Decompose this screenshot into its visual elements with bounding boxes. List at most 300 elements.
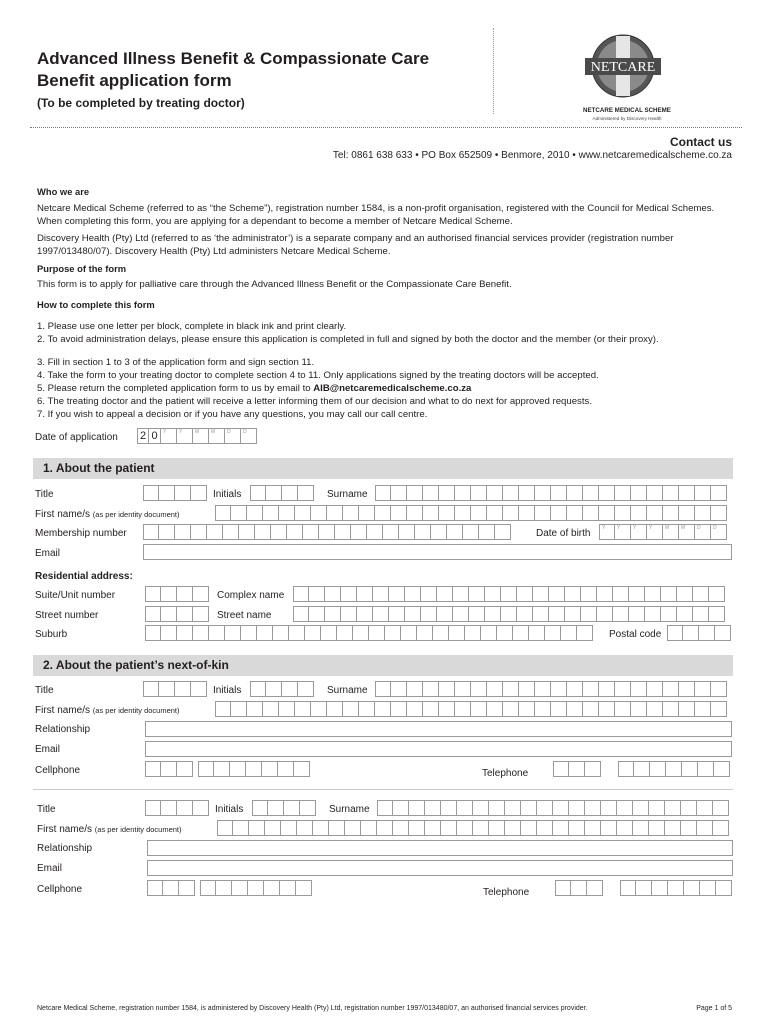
input-box[interactable]: [385, 625, 401, 641]
s2b-cellphone-code-boxes[interactable]: [147, 880, 195, 896]
input-box[interactable]: [485, 586, 501, 602]
input-box[interactable]: [663, 701, 679, 717]
input-box[interactable]: [679, 485, 695, 501]
input-box[interactable]: [505, 820, 521, 836]
input-box[interactable]: [250, 485, 266, 501]
input-box[interactable]: [666, 761, 682, 777]
s2a-title-boxes[interactable]: [143, 681, 207, 697]
input-box[interactable]: [663, 524, 679, 540]
input-box[interactable]: [375, 505, 391, 521]
input-box[interactable]: [161, 761, 177, 777]
input-box[interactable]: [549, 586, 565, 602]
date-box[interactable]: [177, 428, 193, 444]
input-box[interactable]: [353, 625, 369, 641]
input-box[interactable]: [263, 701, 279, 717]
input-box[interactable]: [250, 681, 266, 697]
input-box[interactable]: [699, 625, 715, 641]
input-box[interactable]: [357, 586, 373, 602]
input-box[interactable]: [695, 701, 711, 717]
input-box[interactable]: [282, 681, 298, 697]
input-box[interactable]: [569, 761, 585, 777]
input-box[interactable]: [145, 800, 161, 816]
input-box[interactable]: [311, 701, 327, 717]
s1-title-boxes[interactable]: [143, 485, 207, 501]
input-box[interactable]: [661, 586, 677, 602]
date-box[interactable]: [193, 428, 209, 444]
input-box[interactable]: [519, 681, 535, 697]
input-box[interactable]: [615, 681, 631, 697]
input-box[interactable]: [293, 606, 309, 622]
input-box[interactable]: [409, 800, 425, 816]
input-box[interactable]: [159, 524, 175, 540]
input-box[interactable]: [455, 505, 471, 521]
input-box[interactable]: [489, 820, 505, 836]
input-box[interactable]: [161, 586, 177, 602]
input-box[interactable]: [561, 625, 577, 641]
input-box[interactable]: [255, 524, 271, 540]
input-box[interactable]: [163, 880, 179, 896]
input-box[interactable]: [711, 524, 727, 540]
input-box[interactable]: [177, 761, 193, 777]
input-box[interactable]: [567, 485, 583, 501]
input-box[interactable]: [391, 681, 407, 697]
input-box[interactable]: [325, 606, 341, 622]
input-box[interactable]: [537, 820, 553, 836]
input-box[interactable]: [393, 820, 409, 836]
input-box[interactable]: [375, 485, 391, 501]
input-box[interactable]: [535, 681, 551, 697]
input-box[interactable]: [585, 800, 601, 816]
input-box[interactable]: [383, 524, 399, 540]
input-box[interactable]: [695, 485, 711, 501]
s1-postal-boxes[interactable]: [667, 625, 731, 641]
input-box[interactable]: [647, 524, 663, 540]
s2b-telephone-code-boxes[interactable]: [555, 880, 603, 896]
input-box[interactable]: [599, 701, 615, 717]
input-box[interactable]: [449, 625, 465, 641]
input-box[interactable]: [697, 800, 713, 816]
input-box[interactable]: [457, 800, 473, 816]
input-box[interactable]: [665, 820, 681, 836]
input-box[interactable]: [517, 586, 533, 602]
input-box[interactable]: [668, 880, 684, 896]
input-box[interactable]: [555, 880, 571, 896]
input-box[interactable]: [193, 586, 209, 602]
input-box[interactable]: [264, 880, 280, 896]
input-box[interactable]: [711, 681, 727, 697]
input-box[interactable]: [147, 880, 163, 896]
input-box[interactable]: [249, 820, 265, 836]
input-box[interactable]: [361, 820, 377, 836]
input-box[interactable]: [216, 880, 232, 896]
input-box[interactable]: [471, 701, 487, 717]
input-box[interactable]: [327, 701, 343, 717]
input-box[interactable]: [377, 800, 393, 816]
input-box[interactable]: [143, 681, 159, 697]
input-box[interactable]: [677, 606, 693, 622]
input-box[interactable]: [553, 761, 569, 777]
input-box[interactable]: [303, 524, 319, 540]
s1-complex-boxes[interactable]: [293, 586, 725, 602]
input-box[interactable]: [437, 586, 453, 602]
input-box[interactable]: [716, 880, 732, 896]
input-box[interactable]: [615, 505, 631, 521]
input-box[interactable]: [284, 800, 300, 816]
input-box[interactable]: [335, 524, 351, 540]
input-box[interactable]: [266, 485, 282, 501]
input-box[interactable]: [571, 880, 587, 896]
input-box[interactable]: [455, 681, 471, 697]
input-box[interactable]: [441, 800, 457, 816]
input-box[interactable]: [677, 586, 693, 602]
input-box[interactable]: [453, 606, 469, 622]
date-box[interactable]: [161, 428, 177, 444]
input-box[interactable]: [473, 820, 489, 836]
input-box[interactable]: [583, 505, 599, 521]
input-box[interactable]: [585, 820, 601, 836]
input-box[interactable]: [631, 524, 647, 540]
input-box[interactable]: [214, 761, 230, 777]
input-box[interactable]: [161, 625, 177, 641]
input-box[interactable]: [161, 800, 177, 816]
input-box[interactable]: [661, 606, 677, 622]
input-box[interactable]: [207, 524, 223, 540]
input-box[interactable]: [667, 625, 683, 641]
input-box[interactable]: [645, 586, 661, 602]
input-box[interactable]: [585, 761, 601, 777]
input-box[interactable]: [553, 820, 569, 836]
input-box[interactable]: [423, 485, 439, 501]
input-box[interactable]: [295, 701, 311, 717]
input-box[interactable]: [345, 820, 361, 836]
input-box[interactable]: [247, 701, 263, 717]
input-box[interactable]: [391, 701, 407, 717]
input-box[interactable]: [311, 505, 327, 521]
aib-email-link[interactable]: AIB@netcaremedicalscheme.co.za: [313, 383, 472, 394]
input-box[interactable]: [489, 800, 505, 816]
input-box[interactable]: [407, 505, 423, 521]
input-box[interactable]: [278, 761, 294, 777]
input-box[interactable]: [645, 606, 661, 622]
input-box[interactable]: [145, 761, 161, 777]
input-box[interactable]: [279, 701, 295, 717]
input-box[interactable]: [713, 820, 729, 836]
input-box[interactable]: [247, 505, 263, 521]
input-box[interactable]: [587, 880, 603, 896]
input-box[interactable]: [495, 524, 511, 540]
input-box[interactable]: [599, 485, 615, 501]
input-box[interactable]: [617, 820, 633, 836]
input-box[interactable]: [601, 820, 617, 836]
input-box[interactable]: [266, 681, 282, 697]
input-box[interactable]: [271, 524, 287, 540]
s1-street-number-boxes[interactable]: [145, 606, 209, 622]
input-box[interactable]: [577, 625, 593, 641]
input-box[interactable]: [391, 485, 407, 501]
input-box[interactable]: [425, 820, 441, 836]
input-box[interactable]: [497, 625, 513, 641]
input-box[interactable]: [375, 701, 391, 717]
input-box[interactable]: [423, 505, 439, 521]
input-box[interactable]: [533, 586, 549, 602]
input-box[interactable]: [359, 701, 375, 717]
input-box[interactable]: [569, 820, 585, 836]
input-box[interactable]: [417, 625, 433, 641]
input-box[interactable]: [145, 586, 161, 602]
input-box[interactable]: [693, 586, 709, 602]
input-box[interactable]: [479, 524, 495, 540]
input-box[interactable]: [296, 880, 312, 896]
input-box[interactable]: [393, 800, 409, 816]
date-box[interactable]: 2: [137, 428, 149, 444]
input-box[interactable]: [529, 625, 545, 641]
input-box[interactable]: [695, 505, 711, 521]
input-box[interactable]: [343, 505, 359, 521]
input-box[interactable]: [519, 485, 535, 501]
input-box[interactable]: [633, 820, 649, 836]
input-box[interactable]: [423, 681, 439, 697]
date-of-application-boxes[interactable]: [137, 428, 257, 444]
input-box[interactable]: [359, 505, 375, 521]
input-box[interactable]: [193, 606, 209, 622]
input-box[interactable]: [191, 485, 207, 501]
input-box[interactable]: [711, 485, 727, 501]
s2b-firstname-boxes[interactable]: [217, 820, 729, 836]
input-box[interactable]: [679, 505, 695, 521]
input-box[interactable]: [280, 880, 296, 896]
input-box[interactable]: [471, 505, 487, 521]
input-box[interactable]: [223, 524, 239, 540]
input-box[interactable]: [145, 625, 161, 641]
input-box[interactable]: [298, 485, 314, 501]
input-box[interactable]: [341, 606, 357, 622]
input-box[interactable]: [215, 701, 231, 717]
input-box[interactable]: [389, 586, 405, 602]
input-box[interactable]: [503, 485, 519, 501]
input-box[interactable]: [159, 681, 175, 697]
input-box[interactable]: [217, 820, 233, 836]
input-box[interactable]: [636, 880, 652, 896]
input-box[interactable]: [583, 681, 599, 697]
input-box[interactable]: [425, 800, 441, 816]
input-box[interactable]: [521, 800, 537, 816]
input-box[interactable]: [248, 880, 264, 896]
input-box[interactable]: [389, 606, 405, 622]
input-box[interactable]: [663, 681, 679, 697]
input-box[interactable]: [650, 761, 666, 777]
input-box[interactable]: [681, 820, 697, 836]
s2b-title-boxes[interactable]: [145, 800, 209, 816]
input-box[interactable]: [232, 880, 248, 896]
input-box[interactable]: [513, 625, 529, 641]
input-box[interactable]: [665, 800, 681, 816]
input-box[interactable]: [471, 485, 487, 501]
input-box[interactable]: [545, 625, 561, 641]
input-box[interactable]: [535, 701, 551, 717]
input-box[interactable]: [327, 505, 343, 521]
input-box[interactable]: [679, 701, 695, 717]
input-box[interactable]: [175, 524, 191, 540]
input-box[interactable]: [239, 524, 255, 540]
input-box[interactable]: [709, 606, 725, 622]
input-box[interactable]: [631, 701, 647, 717]
input-box[interactable]: [567, 681, 583, 697]
input-box[interactable]: [300, 800, 316, 816]
input-box[interactable]: [293, 586, 309, 602]
input-box[interactable]: [457, 820, 473, 836]
input-box[interactable]: [298, 681, 314, 697]
input-box[interactable]: [177, 586, 193, 602]
input-box[interactable]: [289, 625, 305, 641]
input-box[interactable]: [487, 505, 503, 521]
s2b-relationship-field[interactable]: [147, 840, 733, 856]
s2a-email-field[interactable]: [145, 741, 732, 757]
input-box[interactable]: [439, 681, 455, 697]
date-box[interactable]: [241, 428, 257, 444]
input-box[interactable]: [535, 485, 551, 501]
input-box[interactable]: [161, 606, 177, 622]
input-box[interactable]: [681, 800, 697, 816]
input-box[interactable]: [647, 485, 663, 501]
input-box[interactable]: [501, 586, 517, 602]
input-box[interactable]: [252, 800, 268, 816]
input-box[interactable]: [617, 800, 633, 816]
input-box[interactable]: [487, 681, 503, 697]
input-box[interactable]: [679, 524, 695, 540]
s1-membership-boxes[interactable]: [143, 524, 511, 540]
input-box[interactable]: [431, 524, 447, 540]
input-box[interactable]: [143, 485, 159, 501]
input-box[interactable]: [521, 820, 537, 836]
input-box[interactable]: [421, 586, 437, 602]
s2b-initials-boxes[interactable]: [252, 800, 316, 816]
input-box[interactable]: [569, 800, 585, 816]
input-box[interactable]: [230, 761, 246, 777]
date-box[interactable]: [209, 428, 225, 444]
input-box[interactable]: [649, 800, 665, 816]
input-box[interactable]: [535, 505, 551, 521]
input-box[interactable]: [309, 586, 325, 602]
input-box[interactable]: [268, 800, 284, 816]
input-box[interactable]: [281, 820, 297, 836]
input-box[interactable]: [553, 800, 569, 816]
input-box[interactable]: [551, 681, 567, 697]
input-box[interactable]: [629, 606, 645, 622]
s2a-telephone-code-boxes[interactable]: [553, 761, 601, 777]
input-box[interactable]: [615, 701, 631, 717]
input-box[interactable]: [565, 606, 581, 622]
input-box[interactable]: [487, 485, 503, 501]
s2a-surname-boxes[interactable]: [375, 681, 727, 697]
input-box[interactable]: [329, 820, 345, 836]
input-box[interactable]: [405, 586, 421, 602]
input-box[interactable]: [709, 586, 725, 602]
s2b-surname-boxes[interactable]: [377, 800, 729, 816]
input-box[interactable]: [191, 524, 207, 540]
input-box[interactable]: [583, 701, 599, 717]
input-box[interactable]: [505, 800, 521, 816]
input-box[interactable]: [375, 681, 391, 697]
input-box[interactable]: [649, 820, 665, 836]
input-box[interactable]: [519, 505, 535, 521]
input-box[interactable]: [325, 586, 341, 602]
input-box[interactable]: [159, 485, 175, 501]
input-box[interactable]: [262, 761, 278, 777]
input-box[interactable]: [581, 606, 597, 622]
input-box[interactable]: [439, 701, 455, 717]
input-box[interactable]: [319, 524, 335, 540]
input-box[interactable]: [287, 524, 303, 540]
input-box[interactable]: [309, 606, 325, 622]
input-box[interactable]: [615, 524, 631, 540]
input-box[interactable]: [441, 820, 457, 836]
s2b-telephone-number-boxes[interactable]: [620, 880, 732, 896]
s2a-cellphone-code-boxes[interactable]: [145, 761, 193, 777]
s2a-firstname-boxes[interactable]: [215, 701, 727, 717]
input-box[interactable]: [551, 701, 567, 717]
input-box[interactable]: [439, 505, 455, 521]
input-box[interactable]: [263, 505, 279, 521]
input-box[interactable]: [401, 625, 417, 641]
input-box[interactable]: [209, 625, 225, 641]
input-box[interactable]: [615, 485, 631, 501]
input-box[interactable]: [693, 606, 709, 622]
input-box[interactable]: [517, 606, 533, 622]
input-box[interactable]: [407, 701, 423, 717]
input-box[interactable]: [634, 761, 650, 777]
input-box[interactable]: [423, 701, 439, 717]
input-box[interactable]: [341, 586, 357, 602]
input-box[interactable]: [279, 505, 295, 521]
input-box[interactable]: [469, 586, 485, 602]
input-box[interactable]: [629, 586, 645, 602]
input-box[interactable]: [409, 820, 425, 836]
input-box[interactable]: [191, 681, 207, 697]
input-box[interactable]: [437, 606, 453, 622]
input-box[interactable]: [200, 880, 216, 896]
input-box[interactable]: [682, 761, 698, 777]
input-box[interactable]: [503, 701, 519, 717]
input-box[interactable]: [695, 524, 711, 540]
input-box[interactable]: [391, 505, 407, 521]
input-box[interactable]: [647, 505, 663, 521]
input-box[interactable]: [583, 485, 599, 501]
input-box[interactable]: [357, 606, 373, 622]
input-box[interactable]: [455, 485, 471, 501]
input-box[interactable]: [700, 880, 716, 896]
input-box[interactable]: [453, 586, 469, 602]
date-box[interactable]: 0: [149, 428, 161, 444]
input-box[interactable]: [633, 800, 649, 816]
input-box[interactable]: [481, 625, 497, 641]
s2a-telephone-number-boxes[interactable]: [618, 761, 730, 777]
input-box[interactable]: [533, 606, 549, 622]
input-box[interactable]: [469, 606, 485, 622]
input-box[interactable]: [407, 485, 423, 501]
input-box[interactable]: [241, 625, 257, 641]
input-box[interactable]: [631, 681, 647, 697]
input-box[interactable]: [597, 606, 613, 622]
input-box[interactable]: [265, 820, 281, 836]
input-box[interactable]: [549, 606, 565, 622]
input-box[interactable]: [294, 761, 310, 777]
input-box[interactable]: [485, 606, 501, 622]
input-box[interactable]: [465, 625, 481, 641]
input-box[interactable]: [231, 505, 247, 521]
s1-initials-boxes[interactable]: [250, 485, 314, 501]
input-box[interactable]: [179, 880, 195, 896]
input-box[interactable]: [369, 625, 385, 641]
